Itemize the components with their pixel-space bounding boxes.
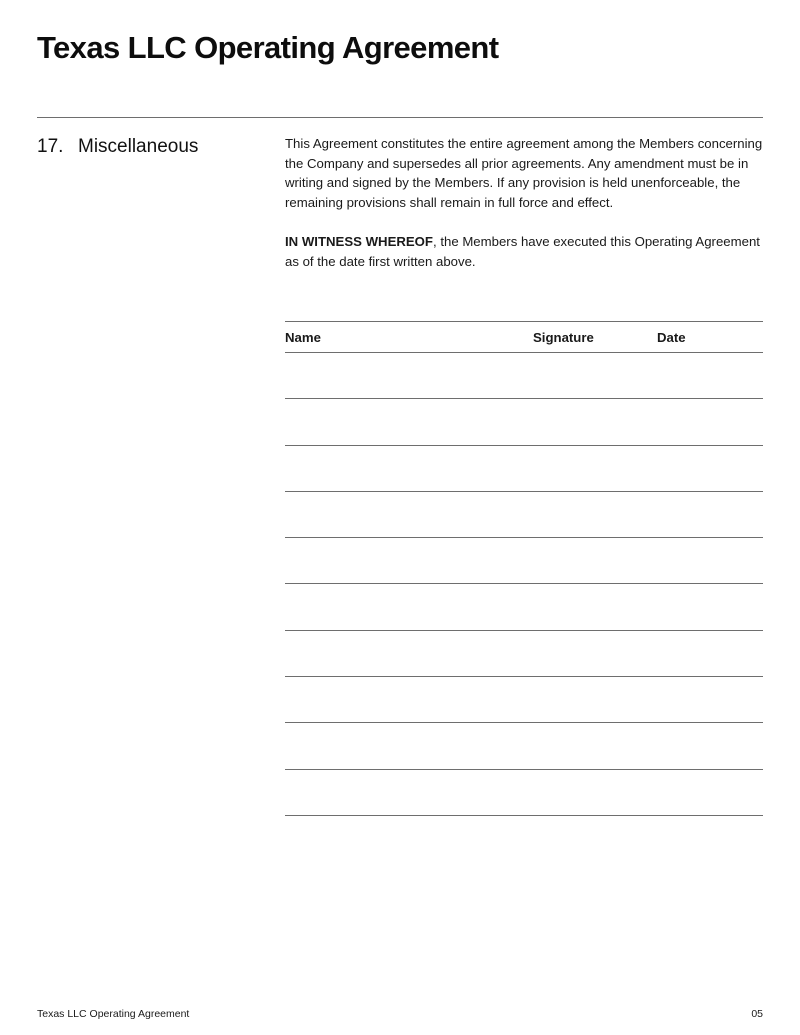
footer-page-number: 05 xyxy=(751,1008,763,1020)
column-header-name: Name xyxy=(285,330,321,345)
signature-row[interactable] xyxy=(285,723,763,769)
signature-row[interactable] xyxy=(285,492,763,538)
witness-paragraph xyxy=(285,232,763,271)
signature-row[interactable] xyxy=(285,399,763,445)
signature-row[interactable] xyxy=(285,677,763,723)
signature-table-body xyxy=(285,353,763,816)
section-paragraph: This Agreement constitutes the entire agreement among the Members concerning the Company and supersedes all prior agreements. Any amendment must be in writing and signed by the Members. If any provision is held unenforceable, the remaining provisions shall remain in full force and effect. xyxy=(285,136,763,210)
section-title: Miscellaneous xyxy=(78,136,199,157)
signature-row[interactable] xyxy=(285,446,763,492)
signature-table-header xyxy=(285,321,763,353)
signature-row[interactable] xyxy=(285,353,763,399)
page-title: Texas LLC Operating Agreement xyxy=(37,30,499,65)
signature-table xyxy=(285,321,763,816)
signature-row[interactable] xyxy=(285,538,763,584)
section-number: 17. xyxy=(37,136,64,157)
header-divider xyxy=(37,117,763,118)
signature-row[interactable] xyxy=(285,631,763,677)
footer-document-title: Texas LLC Operating Agreement xyxy=(37,1008,190,1020)
column-header-signature: Signature xyxy=(533,330,594,345)
witness-bold-text: IN WITNESS WHEREOF xyxy=(285,234,433,249)
column-header-date: Date xyxy=(657,330,686,345)
signature-row[interactable] xyxy=(285,584,763,630)
signature-row[interactable] xyxy=(285,770,763,816)
witness-text: , the Members have executed this Operating Agreement as of the date first written above. xyxy=(285,234,760,269)
